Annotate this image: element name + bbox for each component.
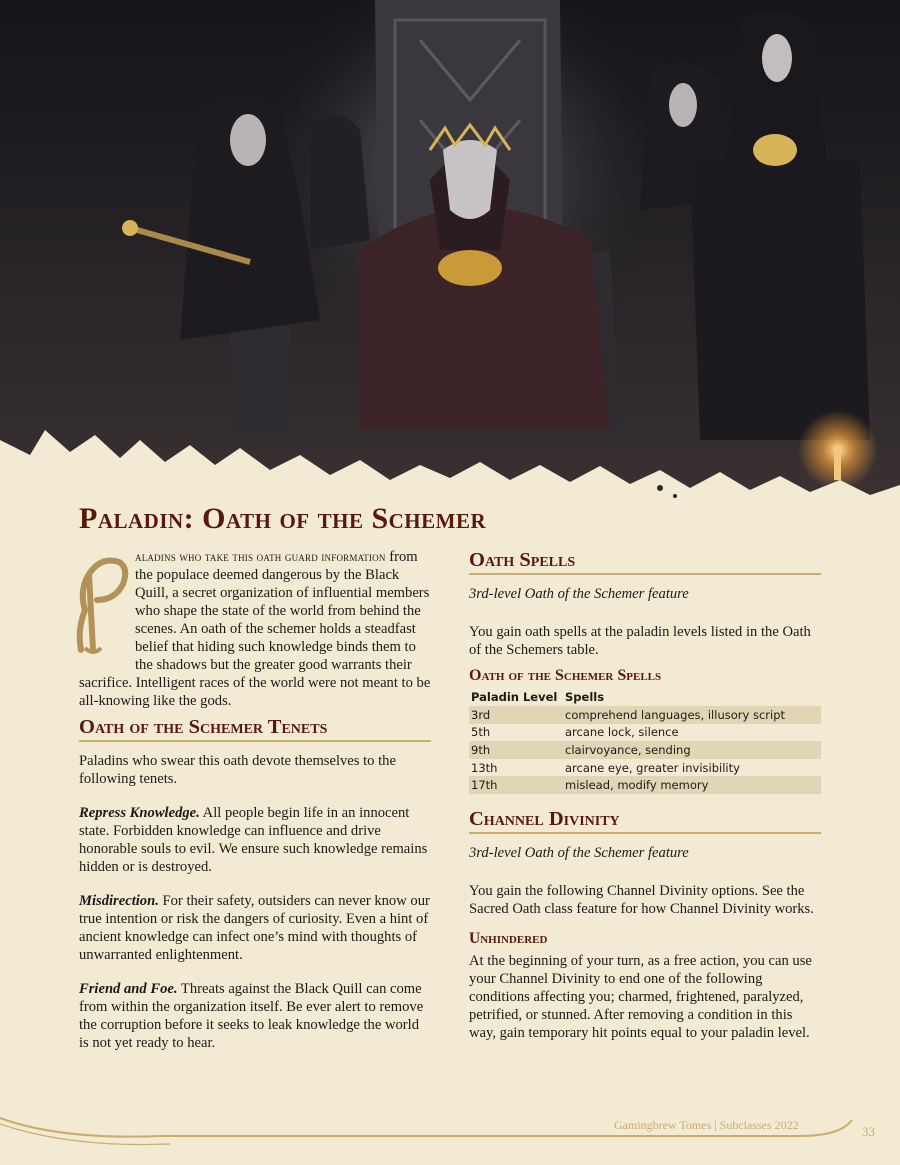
spells-table-title: Oath of the Schemer Spells	[469, 667, 662, 684]
tenet-friend-and-foe	[79, 980, 431, 1052]
oath-spells-text: You gain oath spells at the paladin levels listed in the Oath of the Schemers table.	[469, 624, 811, 658]
tenet-name: Friend and Foe.	[79, 981, 178, 997]
tenet-text: All people begin life in an innocent state. Forbidden knowledge can influence and drive honorable souls to evil. We ensure such knowledge remains hidden or is destroyed.	[79, 805, 428, 875]
footer-text: Gamingbrew Tomes | Subclasses 2022	[614, 1118, 799, 1132]
level-cell: 3rd	[469, 706, 563, 724]
oath-spells-heading: Oath Spells	[469, 549, 821, 575]
level-cell: 9th	[469, 741, 563, 759]
tenet-name: Misdirection.	[79, 893, 159, 909]
spells-cell: clairvoyance, sending	[563, 741, 821, 759]
spells-cell: comprehend languages, illusory script	[563, 706, 821, 724]
spells-cell: mislead, modify memory	[563, 776, 821, 794]
level-cell: 13th	[471, 760, 498, 775]
table-row	[469, 776, 821, 794]
unhindered-text: At the beginning of your turn, as a free action, you can use your Channel Divinity to end one of the following conditions affecting you; charmed, frightened, paralyzed, petrified, or stunned. After removing a condition in this way, gain temporary hit points equal to your paladin level.	[469, 952, 812, 1041]
level-cell: 5th	[471, 725, 491, 740]
tenet-name: Repress Knowledge.	[79, 805, 200, 821]
tenet-text: Threats against the Black Quill can come from within the organization itself. Be ever alert to remove the corruption before it seeks to leak knowledge the world is not yet ready to hear.	[79, 981, 424, 1051]
oath-spells-feature: 3rd-level Oath of the Schemer feature	[469, 586, 689, 602]
page-title: Paladin: Oath of the Schemer	[79, 502, 487, 535]
right-column	[469, 549, 821, 1042]
table-row	[469, 724, 821, 742]
channel-divinity-feature: 3rd-level Oath of the Schemer feature	[469, 844, 689, 861]
left-column	[79, 548, 431, 1052]
tenet-misdirection	[79, 892, 431, 964]
intro-paragraph	[79, 548, 431, 710]
intro-text: from the populace deemed dangerous by the Black Quill, a secret organization of influential members who shape the state of the world from behind the scenes. An oath of the schemer holds a steadfast belief that hiding such knowledge binds them to the shadows but the greater good warrants their sacrifice. Intelligent races of the world were not meant to be all-knowing like the gods.	[79, 549, 431, 709]
channel-divinity-heading: Channel Divinity	[469, 808, 821, 834]
unhindered-heading: Unhindered	[469, 929, 548, 947]
spells-cell: arcane lock, silence	[565, 725, 679, 740]
table-header-row	[469, 688, 821, 706]
tenets-intro: Paladins who swear this oath devote themselves to the following tenets.	[79, 753, 396, 787]
header-illustration	[0, 0, 900, 510]
channel-divinity-text: You gain the following Channel Divinity options. See the Sacred Oath class feature for how Channel Divinity works.	[469, 882, 814, 917]
table-row	[469, 706, 821, 724]
drop-cap	[71, 550, 129, 660]
spells-cell: arcane eye, greater invisibility	[565, 760, 740, 775]
column-header-level: Paladin Level	[471, 690, 558, 704]
spells-table	[469, 688, 821, 794]
tenet-repress-knowledge	[79, 804, 431, 876]
table-row	[469, 759, 821, 777]
tenet-text: For their safety, outsiders can never know our true intention or risk the dangers of curiosity. Even a hint of ancient knowledge can infect one’s mind with thoughts of unwarranted enlightenment.	[79, 893, 430, 963]
page-number: 33	[862, 1124, 875, 1139]
table-row	[469, 741, 821, 759]
level-cell: 17th	[469, 776, 563, 794]
tenets-heading: Oath of the Schemer Tenets	[79, 716, 431, 742]
intro-smallcaps: aladins who take this oath guard information	[135, 549, 386, 564]
column-header-spells: Spells	[565, 690, 605, 704]
